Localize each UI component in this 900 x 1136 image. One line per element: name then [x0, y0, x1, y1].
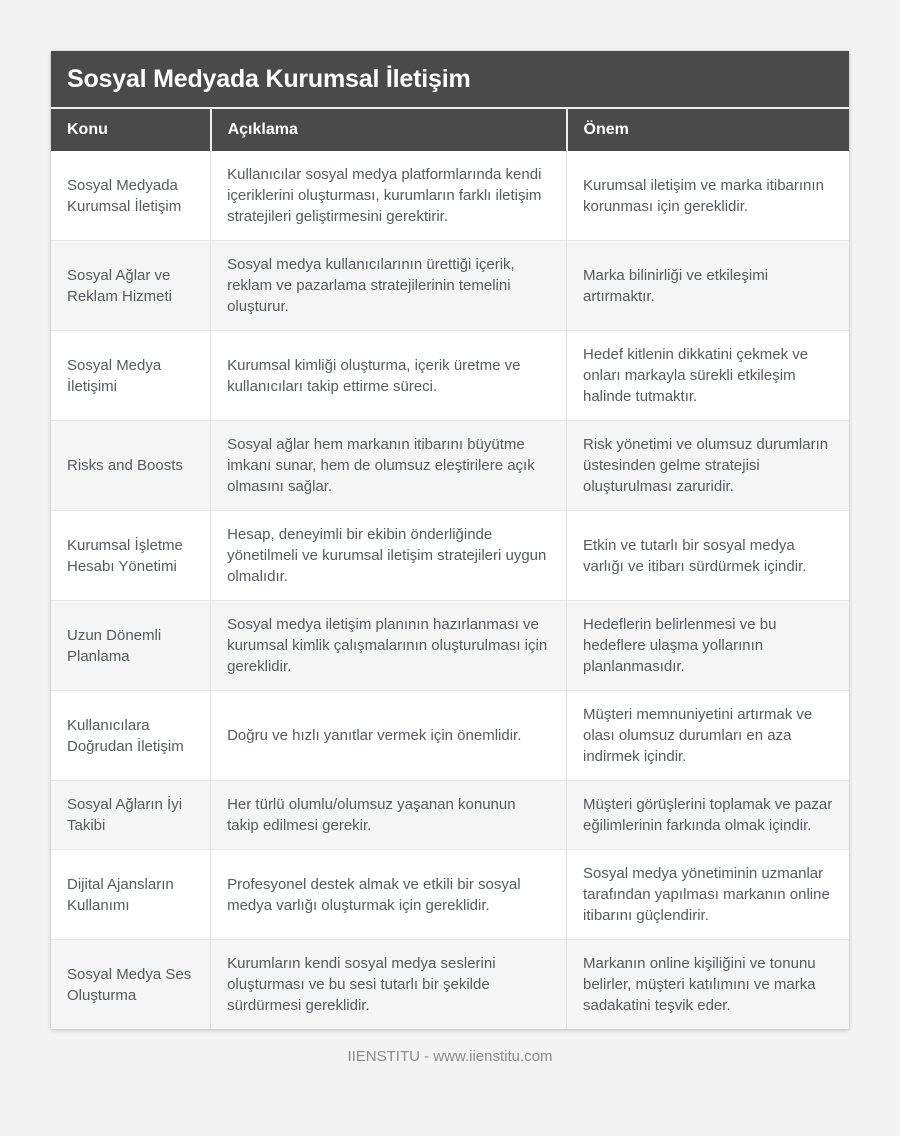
description-cell: Profesyonel destek almak ve etkili bir sosyal medya varlığı oluşturmak için gereklidir. — [211, 850, 567, 940]
importance-cell: Risk yönetimi ve olumsuz durumların üstesinden gelme stratejisi oluşturulması zaruridir. — [567, 421, 850, 511]
table-row — [51, 511, 849, 601]
table-row — [51, 331, 849, 421]
topic-cell: Sosyal Medyada Kurumsal İletişim — [67, 176, 182, 215]
table-row — [51, 241, 849, 331]
importance-cell: Hedeflerin belirlenmesi ve bu hedeflere ulaşma yollarının planlanmasıdır. — [567, 601, 850, 691]
description-cell: Sosyal ağlar hem markanın itibarını büyütme imkanı sunar, hem de olumsuz eleştirilere açık olmasını sağlar. — [211, 421, 567, 511]
column-header-aciklama: Açıklama — [211, 108, 567, 151]
topic-cell: Risks and Boosts — [51, 421, 211, 511]
importance-cell: Sosyal medya yönetiminin uzmanlar tarafından yapılması markanın online itibarını güçlendirir. — [567, 850, 850, 940]
footer-credit: IIENSTITU - www.iienstitu.com — [347, 1048, 553, 1065]
table-row — [51, 421, 849, 511]
content-table — [51, 107, 849, 1029]
table-card — [51, 51, 849, 1029]
description-cell: Kurumsal kimliği oluşturma, içerik üretme ve kullanıcıları takip ettirme süreci. — [211, 331, 567, 421]
description-cell: Doğru ve hızlı yanıtlar vermek için önemlidir. — [211, 691, 567, 781]
topic-cell: Sosyal Ağlar ve Reklam Hizmeti — [51, 241, 211, 331]
importance-cell: Müşteri görüşlerini toplamak ve pazar eğilimlerinin farkında olmak içindir. — [567, 781, 850, 850]
column-header-konu: Konu — [51, 108, 211, 151]
table-row — [51, 850, 849, 940]
topic-cell: Dijital Ajansların Kullanımı — [51, 850, 211, 940]
importance-cell: Markanın online kişiliğini ve tonunu belirler, müşteri katılımını ve marka sadakatini teşvik eder. — [567, 940, 850, 1030]
description-cell: Hesap, deneyimli bir ekibin önderliğinde yönetilmeli ve kurumsal iletişim stratejileri uygun olmalıdır. — [211, 511, 567, 601]
column-header-onem: Önem — [567, 108, 850, 151]
description-cell: Sosyal medya iletişim planının hazırlanması ve kurumsal kimlik çalışmalarının oluşturulması için gereklidir. — [211, 601, 567, 691]
importance-cell: Kurumsal iletişim ve marka itibarının korunması için gereklidir. — [567, 151, 850, 241]
description-cell: Sosyal medya kullanıcılarının ürettiği içerik, reklam ve pazarlama stratejilerinin temelini oluşturur. — [211, 241, 567, 331]
importance-cell: Etkin ve tutarlı bir sosyal medya varlığı ve itibarı sürdürmek içindir. — [567, 511, 850, 601]
page — [0, 51, 900, 1136]
table-header — [51, 108, 849, 151]
topic-cell: Sosyal Medya İletişimi — [51, 331, 211, 421]
topic-cell: Kullanıcılara Doğrudan İletişim — [51, 691, 211, 781]
table-row — [51, 781, 849, 850]
table-row — [51, 691, 849, 781]
topic-cell: Sosyal Medya Ses Oluşturma — [51, 940, 211, 1030]
table-row — [51, 151, 849, 241]
description-cell: Kurumların kendi sosyal medya seslerini oluşturması ve bu sesi tutarlı bir şekilde sürdürmesi gereklidir. — [211, 940, 567, 1030]
table-body — [51, 151, 849, 1029]
importance-cell: Müşteri memnuniyetini artırmak ve olası olumsuz durumları en aza indirmek içindir. — [567, 691, 850, 781]
topic-cell: Sosyal Ağların İyi Takibi — [51, 781, 211, 850]
table-row — [51, 940, 849, 1030]
importance-cell: Marka bilinirliği ve etkileşimi artırmaktır. — [567, 241, 850, 331]
page-title: Sosyal Medyada Kurumsal İletişim — [51, 51, 849, 107]
header-row — [51, 108, 849, 151]
topic-cell: Uzun Dönemli Planlama — [51, 601, 211, 691]
description-cell: Her türlü olumlu/olumsuz yaşanan konunun takip edilmesi gerekir. — [211, 781, 567, 850]
table-row — [51, 601, 849, 691]
importance-cell: Hedef kitlenin dikkatini çekmek ve onları markayla sürekli etkileşim halinde tutmaktır. — [567, 331, 850, 421]
topic-cell: Kurumsal İşletme Hesabı Yönetimi — [51, 511, 211, 601]
description-cell: Kullanıcılar sosyal medya platformlarında kendi içeriklerini oluşturması, kurumların farklı iletişim stratejileri geliştirmesini gerektirir. — [211, 151, 567, 241]
